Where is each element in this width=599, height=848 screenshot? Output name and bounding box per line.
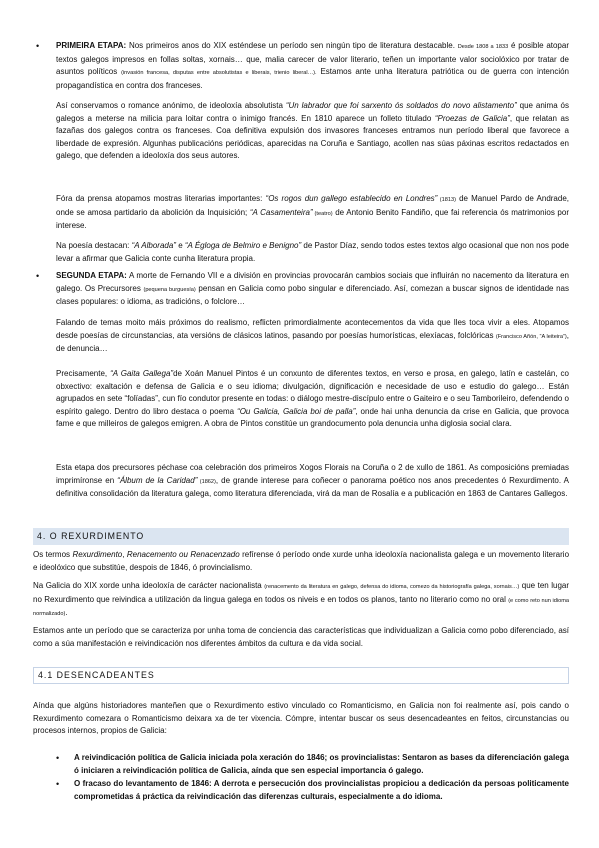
- section-heading-desencadeantes: 4.1 DESENCADEANTES: [33, 667, 569, 684]
- xogos-paragraph: Esta etapa dos precursores péchase coa celebración dos primeiros Xogos Florais na Coruña o 2 de xullo de 1861. As composicións premiadas imprimíronse en “Álbum de la Caridad” (1862), de grande interese para coñecer o panorama poético nos anos precedentes ó Rexurdimento. A definitiva consolidación da literatura galega, como literatura diferenciada, virá da man de Rosalía e a publicación en 1863 de Cantares Gallegos.: [56, 463, 570, 499]
- bullet-etapa2: •: [36, 271, 40, 281]
- periodo-paragraph: Estamos ante un período que se caracteriza por unha toma de conciencia das características que individualizan a Galicia como pobo diferenciado, así como a súa manifestación e reivindicación nos diferentes ámbitos da cultura e da vida social.: [33, 626, 569, 648]
- bullet-list-1: •: [56, 753, 60, 763]
- romance-paragraph: Así conservamos o romance anónimo, de ideoloxía absolutista “Un labrador que foi sarxento ós soldados do novo alistamento” que anima ós galegos a meterse na milicia para loitar contra o inimigo francés. En 1810 aparece un folleto titulado “Proezas de Galicia”, que relatan as fazañas dos galegos contra os franceses. Coa definitiva expulsión dos invasores franceses entramos nun período liberal que favorece a liberdade de expresión. Algunhas publicacións periódicas, aparecidas na Coruña e Santiago, acollen nas súas páxinas escritos redactados en galego, que defenden a ideoloxía dos seus autores.: [56, 101, 569, 161]
- etapa1-paragraph: PRIMEIRA ETAPA: Nos primeiros anos do XIX esténdese un período sen ningún tipo de literatura destacable. Desde 1808 a 1833 é posible atopar textos galegos impresos en follas soltas, xornais… que, malia carecer de valor literario, teñen un importante valor sociolóxico por tratar de asuntos políticos (invasión francesa, disputas entre absolutistas e liberais, trienio liberal…). Estamos ante unha literatura patriótica ou de guerra con intención propagandística en contra dos franceses.: [56, 41, 569, 90]
- etapa2-paragraph: SEGUNDA ETAPA: A morte de Fernando VII e a división en provincias provocarán cambios sociais que influirán no nacemento da literatura en galego. Os Precursores (pequena burguesía) pensan en Galicia como pobo singular e diferenciado. Así, comezan a buscar signos de identidade nas clases populares: o idioma, as tradicións, o folclore…: [56, 271, 570, 307]
- bullet-etapa1: •: [36, 41, 40, 51]
- termos-paragraph: Os termos Rexurdimento, Renacemento ou Renacenzado refírense ó período onde xurde unha ideoloxía nacionalista galega e un movemento literario e ideolóxico que substitúe, despois de 1846, ó provincialismo.: [33, 550, 570, 572]
- section-heading-rexurdimento: 4. O REXURDIMENTO: [33, 528, 569, 545]
- poesia-paragraph: Na poesía destacan: “A Alborada” e “A Égloga de Belmiro e Benigno” de Pastor Díaz, sendo todos estes textos algo ocasional que non nos pode levar a afirmar que Galicia conte cunha literatura propia.: [56, 241, 570, 263]
- gaita-paragraph: Precisamente, “A Gaita Gallega”de Xoán Manuel Pintos é un conxunto de diferentes textos, en verso e prosa, en galego, latín e castelán, co obxectivo: exaltación e defensa de Galicia e o seu idioma; divulgación, dignificación e necesidade de uso e estudio do galego… Están agrupados en sete “folïadas”, cun fío condutor presente en todas: o diálogo mestre-discípulo entre o Gaiteiro e o seu Tamborileiro, defendendo o espírito galego. Dentro do libro destaca o poema “Ou Galicia, Galicia boi de palla”, onde hai unha denuncia da crise en Galicia, que provoca fame e que milleiros de galegos emigren. A obra de Pintos constitúe un grandocumento pola denuncia unha diglosia social clara.: [56, 369, 570, 429]
- realismo-paragraph: Falando de temas moito máis próximos do realismo, reflicten primordialmente acontecementos da vida que lles toca vivir a eles. Atopamos desde poesías de circunstancias, ata versións de clásicos latinos, pasando por poesías humorísticas, elexíacas, folclóricas (Francisco Añón, “A leiteira”), de denuncia…: [56, 318, 569, 354]
- bullet-list-2: •: [56, 779, 60, 789]
- prensa-paragraph: Fóra da prensa atopamos mostras literarias importantes: “Os rogos dun gallego establecido en Londres” (1813) de Manuel Pardo de Andrade, onde se amosa partidario da abolición da Inquisición; “A Casamenteira” (teatro) de Antonio Benito Fandiño, que fai referencia ós matrimonios por interese.: [56, 194, 570, 231]
- aindaque-paragraph: Aínda que algúns historiadores manteñen que o Rexurdimento estivo vinculado co Romanticismo, en Galicia non foi realmente así, pois cando o Rexurdimento comezara o Romanticismo deixara xa de ter vixencia. Cómpre, intentar buscar os seus desencadeantes en feitos, circunstancias ou procesos internos, propios de Galicia:: [33, 701, 569, 736]
- ideoloxia-paragraph: Na Galicia do XIX xorde unha ideoloxía de carácter nacionalista (renacemento da literatura en galego, defensa do idioma, comezo da historiografía galega, xornais…) que ten lugar no Rexurdimento que reivindica a utilización da lingua galega en todos os niveis e en todos os planos, tanto no literario como no oral (e como reto nun idioma normalizado).: [33, 581, 570, 618]
- list-item: A reivindicación política de Galicia iniciada pola xeración do 1846; os provincialistas: Sentaron as bases da diferenciación galega ó iniciaren a reivindicación política de Galicia, aínda que sen especial importancia ó galego.: [74, 753, 569, 775]
- list-item: O fracaso do levantamento de 1846: A derrota e persecución dos provincialistas propiciou a dedicación da persoas politicamente comprometidas á práctica da reivindicación das diferenzas culturais, especialmente a do idioma.: [74, 779, 569, 801]
